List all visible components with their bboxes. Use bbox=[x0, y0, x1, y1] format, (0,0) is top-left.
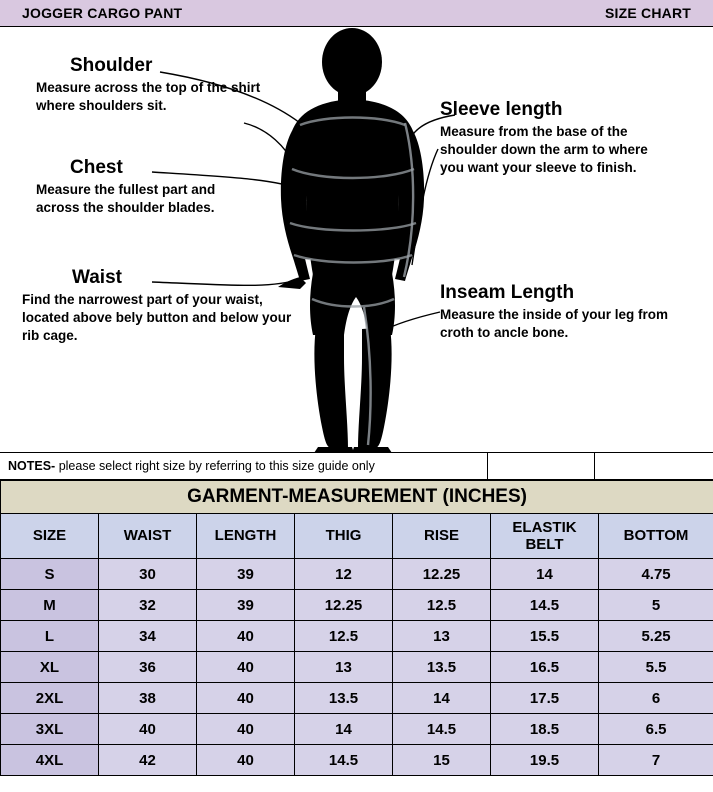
column-header-thig: THIG bbox=[295, 514, 393, 559]
annotation-shoulder bbox=[36, 55, 266, 115]
cell-thig: 12 bbox=[295, 559, 393, 590]
cell-elastik-belt: 15.5 bbox=[491, 621, 599, 652]
cell-rise: 13.5 bbox=[393, 652, 491, 683]
page-title: JOGGER CARGO PANT bbox=[22, 5, 183, 21]
column-header-waist: WAIST bbox=[99, 514, 197, 559]
annotation-waist bbox=[22, 267, 302, 346]
cell-bottom: 7 bbox=[599, 745, 713, 776]
cell-length: 39 bbox=[197, 559, 295, 590]
cell-size: S bbox=[1, 559, 99, 590]
annotation-shoulder-title: Shoulder bbox=[70, 55, 153, 76]
cell-size: 2XL bbox=[1, 683, 99, 714]
annotation-waist-body: Find the narrowest part of your waist, located above bely button and below your rib cage. bbox=[22, 291, 292, 344]
cell-rise: 12.5 bbox=[393, 590, 491, 621]
table-row bbox=[1, 559, 713, 590]
cell-thig: 14.5 bbox=[295, 745, 393, 776]
cell-thig: 14 bbox=[295, 714, 393, 745]
cell-length: 39 bbox=[197, 590, 295, 621]
cell-length: 40 bbox=[197, 745, 295, 776]
annotation-inseam-length-body: Measure the inside of your leg from croth to ancle bone. bbox=[440, 306, 669, 341]
column-header-bottom: BOTTOM bbox=[599, 514, 713, 559]
table-title: GARMENT-MEASUREMENT (INCHES) bbox=[1, 481, 713, 514]
cell-size: M bbox=[1, 590, 99, 621]
cell-bottom: 5.25 bbox=[599, 621, 713, 652]
cell-rise: 13 bbox=[393, 621, 491, 652]
size-chart-label: SIZE CHART bbox=[605, 5, 691, 21]
column-header-rise: RISE bbox=[393, 514, 491, 559]
cell-elastik-belt: 14.5 bbox=[491, 590, 599, 621]
cell-waist: 30 bbox=[99, 559, 197, 590]
notes-divider-2 bbox=[594, 453, 595, 480]
annotation-chest-body: Measure the fullest part and across the shoulder blades. bbox=[36, 181, 216, 216]
cell-elastik-belt: 14 bbox=[491, 559, 599, 590]
cell-rise: 12.25 bbox=[393, 559, 491, 590]
measurement-illustration bbox=[0, 27, 713, 452]
column-header-size: SIZE bbox=[1, 514, 99, 559]
notes-label: NOTES- bbox=[8, 459, 56, 473]
notes-divider-1 bbox=[487, 453, 488, 480]
table-row bbox=[1, 745, 713, 776]
cell-rise: 14 bbox=[393, 683, 491, 714]
page-header bbox=[0, 0, 713, 27]
annotation-sleeve-length-body: Measure from the base of the shoulder down the arm to where you want your sleeve to finish. bbox=[440, 123, 648, 176]
column-header-elastik-belt: ELASTIK BELT bbox=[491, 514, 599, 559]
cell-thig: 12.5 bbox=[295, 621, 393, 652]
annotation-chest-title: Chest bbox=[70, 157, 123, 178]
table-header-row bbox=[1, 514, 713, 559]
cell-rise: 14.5 bbox=[393, 714, 491, 745]
column-header-length: LENGTH bbox=[197, 514, 295, 559]
cell-bottom: 4.75 bbox=[599, 559, 713, 590]
cell-bottom: 5.5 bbox=[599, 652, 713, 683]
cell-waist: 38 bbox=[99, 683, 197, 714]
measurement-table bbox=[0, 480, 713, 776]
cell-rise: 15 bbox=[393, 745, 491, 776]
table-row bbox=[1, 621, 713, 652]
annotation-waist-title: Waist bbox=[72, 267, 122, 288]
notes-text bbox=[8, 459, 375, 473]
annotation-inseam-length-title: Inseam Length bbox=[440, 282, 575, 303]
table-row bbox=[1, 652, 713, 683]
table-row bbox=[1, 590, 713, 621]
cell-length: 40 bbox=[197, 683, 295, 714]
cell-size: XL bbox=[1, 652, 99, 683]
measurement-table-wrap bbox=[0, 480, 713, 776]
cell-elastik-belt: 19.5 bbox=[491, 745, 599, 776]
cell-length: 40 bbox=[197, 714, 295, 745]
cell-elastik-belt: 18.5 bbox=[491, 714, 599, 745]
notes-body: please select right size by referring to this size guide only bbox=[55, 459, 375, 473]
table-row bbox=[1, 683, 713, 714]
annotation-inseam-length bbox=[440, 282, 670, 342]
cell-bottom: 5 bbox=[599, 590, 713, 621]
cell-waist: 36 bbox=[99, 652, 197, 683]
cell-waist: 32 bbox=[99, 590, 197, 621]
cell-size: L bbox=[1, 621, 99, 652]
cell-bottom: 6 bbox=[599, 683, 713, 714]
cell-size: 4XL bbox=[1, 745, 99, 776]
cell-thig: 12.25 bbox=[295, 590, 393, 621]
cell-waist: 42 bbox=[99, 745, 197, 776]
cell-size: 3XL bbox=[1, 714, 99, 745]
table-row bbox=[1, 714, 713, 745]
cell-length: 40 bbox=[197, 652, 295, 683]
annotation-chest bbox=[36, 157, 251, 217]
cell-elastik-belt: 16.5 bbox=[491, 652, 599, 683]
cell-bottom: 6.5 bbox=[599, 714, 713, 745]
cell-elastik-belt: 17.5 bbox=[491, 683, 599, 714]
cell-waist: 40 bbox=[99, 714, 197, 745]
annotation-shoulder-body: Measure across the top of the shirt where shoulders sit. bbox=[36, 79, 261, 114]
annotation-sleeve-length-title: Sleeve length bbox=[440, 99, 563, 120]
notes-row bbox=[0, 452, 713, 480]
cell-waist: 34 bbox=[99, 621, 197, 652]
cell-thig: 13.5 bbox=[295, 683, 393, 714]
annotation-sleeve-length bbox=[440, 99, 670, 178]
cell-length: 40 bbox=[197, 621, 295, 652]
cell-thig: 13 bbox=[295, 652, 393, 683]
table-title-row bbox=[1, 481, 713, 514]
